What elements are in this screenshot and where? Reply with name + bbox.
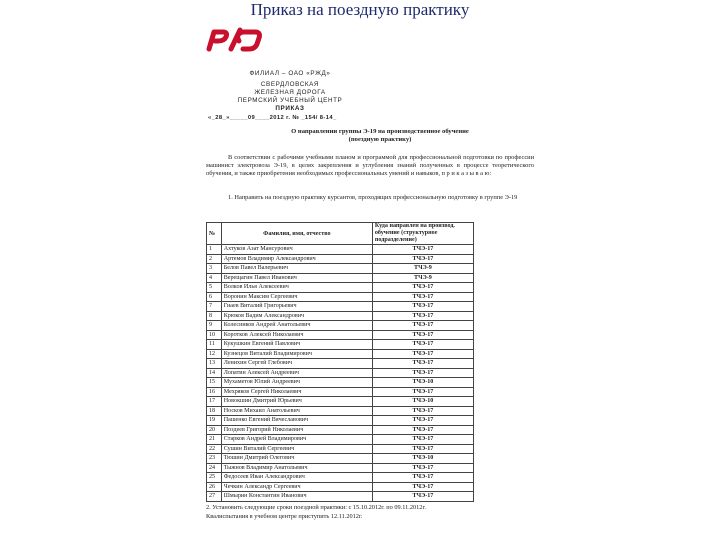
row-destination: ТЧЭ-17 [372, 482, 473, 492]
col-name: Фамилия, имя, отчество [221, 223, 372, 245]
row-number: 15 [207, 378, 222, 388]
students-table [206, 222, 474, 502]
training-center: ПЕРМСКИЙ УЧЕБНЫЙ ЦЕНТР [237, 97, 343, 104]
slide-title: Приказ на поездную практику [250, 0, 470, 19]
row-number: 14 [207, 368, 222, 378]
row-number: 3 [207, 264, 222, 274]
row-destination: ТЧЭ-17 [372, 283, 473, 293]
item-1: 1. Направить на поездную практику курсантов, проходящих профессиональную подготовку в группе Э-19 [228, 194, 518, 201]
row-name: Пашенко Евгений Вячеславович [221, 416, 372, 426]
table-row [207, 406, 474, 416]
railway-line-2: ЖЕЛЕЗНАЯ ДОРОГА [254, 89, 326, 96]
row-name: Мухаметов Юлий Андреевич [221, 378, 372, 388]
row-number: 25 [207, 473, 222, 483]
row-name: Сушин Виталий Сергеевич [221, 444, 372, 454]
row-name: Федосеев Иван Александрович [221, 473, 372, 483]
row-number: 22 [207, 444, 222, 454]
row-name: Колесников Андрей Анатольевич [221, 321, 372, 331]
row-destination: ТЧЭ-17 [372, 245, 473, 255]
row-name: Тюшин Дмитрий Олегович [221, 454, 372, 464]
row-destination: ТЧЭ-17 [372, 292, 473, 302]
row-destination: ТЧЭ-17 [372, 330, 473, 340]
table-row [207, 340, 474, 350]
table-row [207, 492, 474, 502]
table-row [207, 321, 474, 331]
row-number: 19 [207, 416, 222, 426]
row-number: 27 [207, 492, 222, 502]
row-destination: ТЧЭ-17 [372, 321, 473, 331]
table-row [207, 292, 474, 302]
railway-line-1: СВЕРДЛОВСКАЯ [260, 81, 320, 88]
table-row [207, 378, 474, 388]
table-row [207, 254, 474, 264]
table-row [207, 482, 474, 492]
row-name: Ленихин Сергей Глебович [221, 359, 372, 369]
row-destination: ТЧЭ-17 [372, 435, 473, 445]
table-row [207, 435, 474, 445]
row-name: Артемов Владимир Александрович [221, 254, 372, 264]
row-destination: ТЧЭ-17 [372, 492, 473, 502]
row-destination: ТЧЭ-17 [372, 340, 473, 350]
row-destination: ТЧЭ-17 [372, 311, 473, 321]
row-name: Шмырин Константин Иванович [221, 492, 372, 502]
row-destination: ТЧЭ-10 [372, 454, 473, 464]
table-row [207, 416, 474, 426]
row-name: Коротков Алексей Николаевич [221, 330, 372, 340]
table-row [207, 330, 474, 340]
item-2-line-1: 2. Установить следующие сроки поездной практики: с 15.10.2012г. по 09.11.2012г. [206, 504, 426, 511]
table-header-row [207, 223, 474, 245]
preamble-paragraph: В соответствии с рабочими учебными планом и программой для профессиональной подготовки по профессии машинист электровоза Э-19, в целях закрепления и углубления знаний полученных в процессе теоретического обучения, и также приобретения необходимых профессиональных умений и навыков, п р и к а з ы в а ю: [206, 154, 534, 177]
row-number: 6 [207, 292, 222, 302]
row-name: Кукушкин Евгений Павлович [221, 340, 372, 350]
table-row [207, 311, 474, 321]
row-number: 24 [207, 463, 222, 473]
table-row [207, 425, 474, 435]
row-number: 5 [207, 283, 222, 293]
row-number: 11 [207, 340, 222, 350]
table-row [207, 302, 474, 312]
row-name: Волков Илья Алексеевич [221, 283, 372, 293]
row-number: 21 [207, 435, 222, 445]
table-row [207, 245, 474, 255]
row-number: 2 [207, 254, 222, 264]
rzd-logo [205, 26, 267, 52]
order-number: «_28_»_____09____2012 г. № _154/ 8-14_ [208, 115, 337, 121]
branch-label: ФИЛИАЛ – ОАО «РЖД» [249, 70, 331, 77]
item-2-line-2: Квалиспытания в учебном центре приступить 12.11.2012г. [206, 513, 363, 520]
order-subject-note: (поездную практику) [348, 136, 412, 143]
row-name: Кузнецов Виталий Владимирович [221, 349, 372, 359]
row-number: 8 [207, 311, 222, 321]
row-destination: ТЧЭ-17 [372, 302, 473, 312]
row-destination: ТЧЭ-9 [372, 264, 473, 274]
table-row [207, 359, 474, 369]
row-name: Воронин Максим Сергеевич [221, 292, 372, 302]
order-document [200, 62, 540, 540]
row-name: Мехряков Сергей Николаевич [221, 387, 372, 397]
table-row [207, 463, 474, 473]
col-dest: Куда направлен на производ. обучение (структурное подразделение) [372, 223, 473, 245]
row-name: Лопатин Алексей Андреевич [221, 368, 372, 378]
col-num: № [207, 223, 222, 245]
table-row [207, 473, 474, 483]
row-number: 18 [207, 406, 222, 416]
row-number: 12 [207, 349, 222, 359]
doc-type: ПРИКАЗ [275, 105, 305, 112]
row-name: Белов Павел Валерьевич [221, 264, 372, 274]
row-destination: ТЧЭ-17 [372, 254, 473, 264]
row-name: Тыжнов Владимир Анатольевич [221, 463, 372, 473]
row-name: Крюков Вадим Александрович [221, 311, 372, 321]
row-number: 17 [207, 397, 222, 407]
row-number: 23 [207, 454, 222, 464]
row-name: Поздеев Григорий Николаевич [221, 425, 372, 435]
row-destination: ТЧЭ-17 [372, 473, 473, 483]
row-name: Гиаев Виталий Григорьевич [221, 302, 372, 312]
row-destination: ТЧЭ-17 [372, 416, 473, 426]
table-row [207, 264, 474, 274]
row-number: 20 [207, 425, 222, 435]
row-number: 26 [207, 482, 222, 492]
row-destination: ТЧЭ-17 [372, 425, 473, 435]
table-row [207, 397, 474, 407]
table-row [207, 349, 474, 359]
row-destination: ТЧЭ-17 [372, 359, 473, 369]
row-name: Ахтуков Азат Мансурович [221, 245, 372, 255]
row-number: 16 [207, 387, 222, 397]
row-destination: ТЧЭ-17 [372, 406, 473, 416]
row-name: Новокшин Дмитрий Юрьевич [221, 397, 372, 407]
row-number: 10 [207, 330, 222, 340]
order-subject: О направлении группы Э-19 на производственное обучение [291, 128, 469, 135]
table-row [207, 368, 474, 378]
row-destination: ТЧЭ-10 [372, 397, 473, 407]
row-name: Чечкин Александр Сергеевич [221, 482, 372, 492]
row-destination: ТЧЭ-17 [372, 463, 473, 473]
row-number: 1 [207, 245, 222, 255]
row-number: 13 [207, 359, 222, 369]
row-name: Старков Андрей Владимирович [221, 435, 372, 445]
row-number: 9 [207, 321, 222, 331]
row-destination: ТЧЭ-17 [372, 387, 473, 397]
row-destination: ТЧЭ-17 [372, 368, 473, 378]
table-row [207, 444, 474, 454]
row-destination: ТЧЭ-17 [372, 349, 473, 359]
row-destination: ТЧЭ-9 [372, 273, 473, 283]
row-number: 7 [207, 302, 222, 312]
table-row [207, 283, 474, 293]
table-row [207, 387, 474, 397]
table-row [207, 454, 474, 464]
table-row [207, 273, 474, 283]
row-number: 4 [207, 273, 222, 283]
row-name: Верещагин Павел Иванович [221, 273, 372, 283]
row-destination: ТЧЭ-10 [372, 378, 473, 388]
row-name: Носков Михаил Анатольевич [221, 406, 372, 416]
row-destination: ТЧЭ-17 [372, 444, 473, 454]
